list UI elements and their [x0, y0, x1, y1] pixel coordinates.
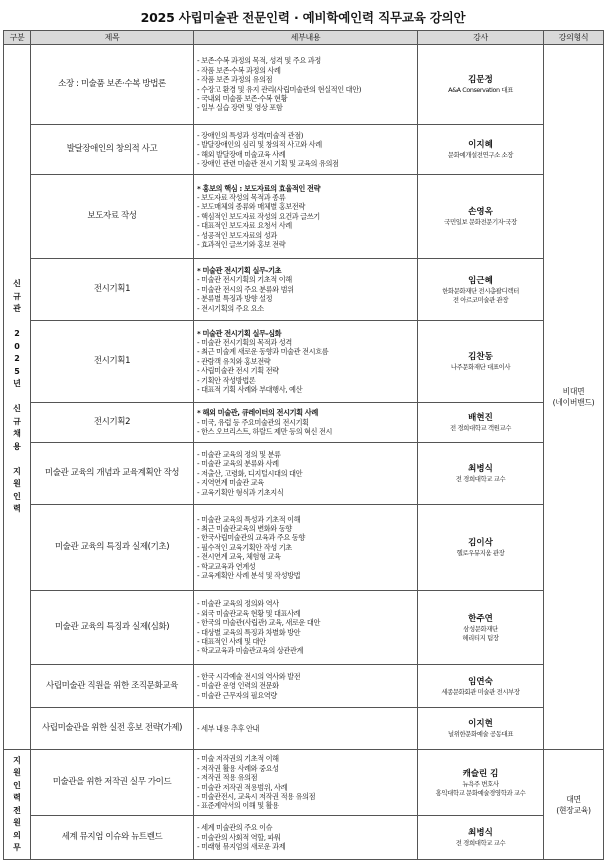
detail-line: - 전시연계 교육, 체험형 교육	[197, 552, 281, 562]
instructor-affiliation: 전 아르코미술관 관장	[452, 295, 509, 304]
detail-line: - 미술관전시, 교육시 저작권 적용 유의점	[197, 791, 316, 801]
instructor-name: 손영옥	[468, 207, 493, 217]
instructor-name: 최병식	[468, 464, 493, 474]
detail-line: - 미국, 유럽 등 주요미술관의 전시기획	[197, 417, 309, 427]
lecture-title: 세계 뮤지엄 이슈와 뉴트렌드	[31, 816, 194, 860]
detail-line: - 관람객 유치와 홍보전략	[197, 356, 271, 366]
instructor-cell	[418, 750, 544, 816]
detail-line: - 대상별 교육의 특징과 차별화 방안	[197, 627, 301, 637]
category-cell	[4, 45, 31, 750]
instructor-name: 이지현	[468, 719, 493, 729]
category-cell	[4, 750, 31, 860]
detail-line: - 수장고 환경 및 유지 관리(사립미술관의 현실적인 대안)	[197, 84, 362, 94]
lecture-details	[194, 505, 418, 591]
detail-line: - 미술관 전시기획의 목적과 성격	[197, 337, 292, 347]
detail-line: * 해외 미술관, 큐레이터의 전시기획 사례	[197, 408, 318, 418]
lecture-details	[194, 750, 418, 816]
detail-line: - 사립미술관 전시 기획 전략	[197, 366, 279, 376]
instructor-name: 배현진	[468, 413, 493, 423]
lecture-title: 전시기획2	[31, 403, 194, 443]
category-char: 전	[13, 805, 21, 815]
format-line: 비대면	[562, 387, 585, 396]
detail-line: - 표준계약서의 이해 및 활용	[197, 801, 279, 811]
instructor-affiliation: 전 경희대학교 교수	[455, 475, 506, 483]
lecture-title: 전시기획1	[31, 321, 194, 403]
detail-line: - 보도매체의 종류와 매체별 홍보전략	[197, 202, 305, 212]
table-row	[4, 125, 604, 175]
instructor-cell	[418, 665, 544, 708]
category-char: 지	[13, 466, 21, 476]
instructor-cell	[418, 591, 544, 665]
detail-line: - 미술관 전시기획의 기초적 이해	[197, 275, 292, 285]
instructor-cell	[418, 259, 544, 321]
detail-line: - 국내외 미술품 보존·수복 현황	[197, 93, 288, 103]
detail-line: - 대표적인 사례 및 대안	[197, 636, 266, 646]
curriculum-body	[4, 45, 604, 860]
detail-line: - 작품 보존 과정의 유의점	[197, 75, 273, 85]
lecture-format	[544, 45, 604, 750]
detail-line: - 미술관 저작권 적용범위, 사례	[197, 782, 288, 792]
instructor-name: 김이삭	[468, 538, 493, 548]
header-details: 세부내용	[194, 31, 418, 45]
category-char: 0	[14, 341, 20, 351]
category-char: 관	[13, 304, 21, 314]
detail-line: - 최근 미술계 새로운 동향과 미술관 전시흐름	[197, 347, 329, 357]
detail-line: - 기획안 작성방법론	[197, 375, 256, 385]
lecture-details	[194, 665, 418, 708]
detail-line: * 홍보의 핵심 : 보도자료의 효율적인 전략	[197, 183, 321, 193]
category-char: 지	[13, 755, 21, 765]
category-char: 5	[14, 366, 20, 376]
category-char	[4, 391, 30, 404]
detail-line: - 미술관 근무자의 필요역량	[197, 690, 277, 700]
instructor-cell	[418, 321, 544, 403]
category-char	[4, 453, 30, 466]
instructor-name: 김문정	[468, 75, 493, 85]
table-row	[4, 45, 604, 125]
detail-line: - 최근 미술관교육의 변화와 동향	[197, 523, 292, 533]
instructor-name: 최병식	[468, 828, 493, 838]
detail-line: - 한국사립미술관의 교육과 주요 동향	[197, 533, 305, 543]
detail-line: - 한스 오브리스트, 하랄드 제만 등의 혁신 전시	[197, 427, 333, 437]
instructor-affiliation: 헤리티지 팀장	[462, 633, 499, 642]
lecture-title: 소장 : 미술품 보존·수복 방법론	[31, 45, 194, 125]
category-char: 인	[13, 780, 21, 790]
lecture-title: 미술관을 위한 저작권 실무 가이드	[31, 750, 194, 816]
detail-line: - 저작권 적용 유의점	[197, 773, 258, 783]
lecture-details	[194, 403, 418, 443]
detail-line: - 발달장애인의 심리 및 창의적 사고와 사례	[197, 140, 322, 150]
lecture-details	[194, 45, 418, 125]
lecture-details	[194, 443, 418, 505]
instructor-affiliation: A&A Conservation 대표	[448, 86, 513, 94]
category-char: 인	[13, 491, 21, 501]
detail-line: - 보존·수복 과정의 목적, 성격 및 주요 과정	[197, 56, 321, 66]
format-line: (네이버밴드)	[552, 398, 595, 407]
instructor-affiliation: 전 경희대학교 객원교수	[450, 424, 511, 432]
table-row	[4, 175, 604, 259]
table-row	[4, 708, 604, 750]
instructor-name: 이지혜	[468, 140, 493, 150]
detail-line: - 미술관 교육의 분류와 사례	[197, 459, 279, 469]
table-row	[4, 505, 604, 591]
instructor-affiliation: 세종문화회관 미술관 전시부장	[441, 687, 520, 696]
category-char: 규	[13, 416, 21, 426]
lecture-title: 미술관 교육의 특징과 실제(심화)	[31, 591, 194, 665]
detail-line: - 필수적인 교육기획안 작성 기초	[197, 542, 292, 552]
instructor-affiliation: 헬로우뮤지움 관장	[456, 549, 505, 557]
category-char	[4, 316, 30, 329]
instructor-affiliation: 국민일보 문화전문기자·국장	[444, 218, 517, 226]
detail-line: - 장애인의 특성과 성격(미술적 관점)	[197, 130, 304, 140]
category-char: 규	[13, 291, 21, 301]
detail-line: * 미술관 전시기획 실무-기초	[197, 265, 282, 275]
instructor-affiliation: 한화문화재단 전시총괄디렉터	[442, 286, 519, 295]
table-row	[4, 665, 604, 708]
detail-line: - 해외 발달장애 미술교육 사례	[197, 149, 286, 159]
category-char: 원	[13, 479, 21, 489]
instructor-affiliation: 삼성문화재단	[463, 624, 498, 633]
table-row	[4, 443, 604, 505]
detail-line: - 한국 시각예술 전시의 역사와 발전	[197, 671, 301, 681]
detail-line: - 지역연계 미술관 교육	[197, 478, 264, 488]
detail-line: - 저작권 활용 사례와 중요성	[197, 763, 279, 773]
instructor-cell	[418, 125, 544, 175]
detail-line: - 장애인 관련 미술관 전시 기획 및 교육의 유의점	[197, 158, 339, 168]
category-char: 력	[13, 504, 21, 514]
detail-line: - 세계 미술관의 주요 이슈	[197, 823, 273, 833]
category-char: 용	[13, 441, 21, 451]
detail-line: - 효과적인 글쓰기와 홍보 전략	[197, 240, 286, 250]
detail-line: - 교육기획안 형식과 기초지식	[197, 487, 284, 497]
detail-line: - 미술관 운영 인력의 전문화	[197, 681, 279, 691]
detail-line: - 미술관 교육의 정의와 역사	[197, 599, 279, 609]
instructor-cell	[418, 403, 544, 443]
lecture-details	[194, 125, 418, 175]
table-row	[4, 816, 604, 860]
detail-line: - 한국의 미술관(사립관) 교육, 새로운 대안	[197, 618, 321, 628]
detail-line: - 교육계획안 사례 분석 및 작성방법	[197, 571, 301, 581]
instructor-cell	[418, 45, 544, 125]
instructor-affiliation: 뉴욕주 변호사	[462, 779, 499, 788]
instructor-affiliation: 문화예개설전연구소 소장	[447, 151, 514, 159]
header-category: 구분	[4, 31, 31, 45]
document-title: 2025 사립미술관 전문인력 · 예비학예인력 직무교육 강의안	[140, 10, 466, 25]
detail-line: - 미술관의 사회적 역할, 파워	[197, 832, 281, 842]
detail-line: - 핵심적인 보도자료 작성의 요건과 글쓰기	[197, 211, 320, 221]
instructor-name: 캐슬린 김	[462, 768, 499, 779]
category-char: 2	[14, 329, 20, 339]
detail-line: - 일부 실습 장면 및 영상 포함	[197, 103, 283, 113]
header-title: 제목	[31, 31, 194, 45]
instructor-cell	[418, 505, 544, 591]
detail-line: - 미술 저작권의 기초적 이해	[197, 754, 279, 764]
lecture-details	[194, 259, 418, 321]
detail-line: - 미술관 교육의 특성과 기초적 이해	[197, 514, 301, 524]
lecture-details	[194, 175, 418, 259]
detail-line: - 저출산, 고령화, 디지털시대의 대안	[197, 468, 303, 478]
lecture-title: 미술관 교육의 특징과 실제(기초)	[31, 505, 194, 591]
instructor-cell	[418, 708, 544, 750]
lecture-format	[544, 750, 604, 860]
format-line: 대면	[566, 794, 581, 804]
instructor-name: 임근혜	[468, 275, 493, 286]
category-char: 의	[13, 830, 21, 840]
lecture-title: 미술관 교육의 개념과 교육계획안 작성	[31, 443, 194, 505]
instructor-cell	[418, 443, 544, 505]
curriculum-table	[3, 30, 604, 860]
detail-line: - 미술관 교육의 정의 및 분류	[197, 449, 281, 459]
instructor-name: 김찬동	[468, 352, 493, 362]
category-char: 년	[13, 379, 21, 389]
detail-line: - 미래형 뮤지엄의 새로운 과제	[197, 842, 286, 852]
lecture-title: 사립미술관을 위한 실전 홍보 전략(가제)	[31, 708, 194, 750]
category-char: 력	[13, 793, 21, 802]
instructor-name: 한주연	[468, 613, 493, 624]
instructor-name: 임연숙	[468, 676, 493, 687]
lecture-title: 전시기획1	[31, 259, 194, 321]
detail-line: - 미술관 전시의 주요 분류와 범위	[197, 284, 294, 294]
header-instructor: 강사	[418, 31, 544, 45]
header-row	[4, 31, 604, 45]
detail-line: - 외국 미술관교육 현황 및 대표사례	[197, 608, 301, 618]
instructor-cell	[418, 816, 544, 860]
detail-line: - 학교교육과 연계성	[197, 561, 256, 571]
lecture-title: 사립미술관 직원을 위한 조직문화교육	[31, 665, 194, 708]
header-format: 강의형식	[544, 31, 604, 45]
instructor-cell	[418, 175, 544, 259]
detail-line: - 세부 내용 추후 안내	[197, 723, 260, 733]
instructor-affiliation: 나주문화재단 대표이사	[450, 363, 511, 371]
detail-line: - 대표적 기획 사례와 부대행사, 예산	[197, 385, 303, 395]
detail-line: * 미술관 전시기획 실무-심화	[197, 328, 282, 338]
detail-line: - 작품 보존·수복 과정의 사례	[197, 65, 281, 75]
format-line: (현장교육)	[556, 805, 591, 815]
category-char: 원	[13, 768, 21, 777]
lecture-details	[194, 816, 418, 860]
lecture-details	[194, 321, 418, 403]
detail-line: - 분류별 특징과 방향 설정	[197, 294, 273, 304]
detail-line: - 보도자료 작성의 목적과 종류	[197, 192, 286, 202]
detail-line: - 성공적인 보도자료의 성과	[197, 230, 277, 240]
lecture-details	[194, 591, 418, 665]
detail-line: - 대표적인 보도자료 요청서 사례	[197, 221, 292, 231]
instructor-affiliation: 전 경희대학교 교수	[455, 839, 506, 847]
lecture-details	[194, 708, 418, 750]
category-char: 무	[13, 843, 21, 852]
category-char: 신	[13, 279, 21, 289]
category-char: 신	[13, 404, 21, 414]
table-row	[4, 591, 604, 665]
table-row	[4, 321, 604, 403]
instructor-affiliation: 홍익대학교 문화예술경영학과 교수	[435, 788, 526, 797]
detail-line: - 학교교육과 미술관교육의 상관관계	[197, 646, 303, 656]
table-row	[4, 403, 604, 443]
table-row	[4, 259, 604, 321]
category-char: 채	[13, 429, 21, 439]
lecture-title: 발달장애인의 창의적 사고	[31, 125, 194, 175]
instructor-affiliation: 널위한문화예술 공동대표	[447, 730, 514, 738]
category-char: 원	[13, 818, 21, 827]
table-row	[4, 750, 604, 816]
lecture-title: 보도자료 작성	[31, 175, 194, 259]
category-char: 2	[14, 354, 20, 364]
detail-line: - 전시기획의 주요 요소	[197, 303, 264, 313]
